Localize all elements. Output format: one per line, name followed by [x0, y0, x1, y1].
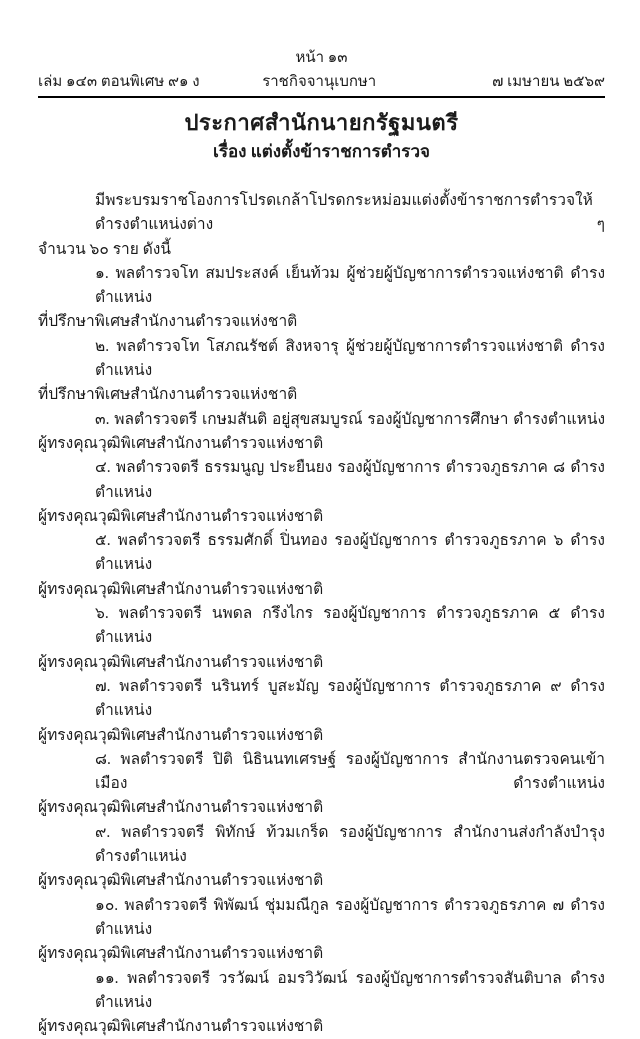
- item-position: ผู้ทรงคุณวุฒิพิเศษสำนักงานตำรวจแห่งชาติ: [38, 508, 323, 525]
- header-rule: [38, 96, 605, 98]
- appointment-line-1: [38, 821, 605, 870]
- appointment-line-1: [38, 675, 605, 724]
- item-text: พลตำรวจตรี เกษมสันติ อยู่สุขสมบูรณ์ รองผู้บัญชาการศึกษา ดำรงตำแหน่ง: [114, 411, 605, 428]
- volume-info: เล่ม ๑๔๓ ตอนพิเศษ ๙๑ ง: [38, 71, 200, 93]
- appointment-item: [38, 967, 605, 1039]
- appointment-line-1: [38, 602, 605, 651]
- appointment-item: [38, 408, 605, 457]
- appointment-item: [38, 894, 605, 967]
- item-position: ผู้ทรงคุณวุฒิพิเศษสำนักงานตำรวจแห่งชาติ: [38, 1018, 323, 1035]
- item-text: พลตำรวจตรี พิทักษ์ ท้วมเกร็ด รองผู้บัญชาการ สำนักงานส่งกำลังบำรุง ดำรงตำแหน่ง: [95, 824, 605, 865]
- announcement-title: ประกาศสำนักนายกรัฐมนตรี: [38, 108, 605, 138]
- item-position: ที่ปรึกษาพิเศษสำนักงานตำรวจแห่งชาติ: [38, 386, 297, 403]
- item-text: พลตำรวจตรี ปิติ นิธินนทเศรษฐ์ รองผู้บัญชาการ สำนักงานตรวจคนเข้าเมือง ดำรงตำแหน่ง: [95, 751, 605, 792]
- gazette-name: ราชกิจจานุเบกษา: [262, 71, 376, 93]
- appointment-line-2: [38, 942, 605, 966]
- appointment-line-1: [38, 262, 605, 311]
- appointment-line-1: [38, 529, 605, 578]
- appointment-line-1: [38, 456, 605, 505]
- publication-date: ๗ เมษายน ๒๕๖๙: [492, 71, 605, 93]
- item-position: ผู้ทรงคุณวุฒิพิเศษสำนักงานตำรวจแห่งชาติ: [38, 435, 323, 452]
- item-position: ผู้ทรงคุณวุฒิพิเศษสำนักงานตำรวจแห่งชาติ: [38, 872, 323, 889]
- item-number: ๑.: [95, 265, 109, 282]
- item-position: ผู้ทรงคุณวุฒิพิเศษสำนักงานตำรวจแห่งชาติ: [38, 945, 323, 962]
- appointment-line-2: [38, 505, 605, 529]
- masthead: [38, 71, 605, 96]
- appointment-item: [38, 456, 605, 529]
- item-number: ๒.: [95, 338, 109, 355]
- item-number: ๘.: [95, 751, 111, 768]
- appointment-line-2: [38, 651, 605, 675]
- appointment-line-2: [38, 1015, 605, 1039]
- item-number: ๙.: [95, 824, 110, 841]
- item-position: ผู้ทรงคุณวุฒิพิเศษสำนักงานตำรวจแห่งชาติ: [38, 799, 323, 816]
- item-text: พลตำรวจตรี ธรรมนูญ ประยืนยง รองผู้บัญชาการ ตำรวจภูธรภาค ๘ ดำรงตำแหน่ง: [95, 459, 605, 500]
- appointment-line-1: [38, 967, 605, 1016]
- item-position: ผู้ทรงคุณวุฒิพิเศษสำนักงานตำรวจแห่งชาติ: [38, 581, 323, 598]
- appointment-line-2: [38, 578, 605, 602]
- page-number-label: หน้า ๑๓: [38, 48, 605, 68]
- intro-line-2: จำนวน ๖๐ ราย ดังนี้: [38, 238, 605, 262]
- item-number: ๓.: [95, 411, 109, 428]
- appointment-item: [38, 821, 605, 894]
- announcement-subject: เรื่อง แต่งตั้งข้าราชการตำรวจ: [38, 140, 605, 164]
- appointment-item: [38, 602, 605, 675]
- appointment-item: [38, 335, 605, 408]
- item-text: พลตำรวจตรี ธรรมศักดิ์ ปิ่นทอง รองผู้บัญชาการ ตำรวจภูธรภาค ๖ ดำรงตำแหน่ง: [95, 532, 605, 573]
- item-number: ๔.: [95, 459, 111, 476]
- appointment-line-1: [38, 335, 605, 384]
- appointment-line-1: [38, 894, 605, 943]
- appointment-line-2: [38, 869, 605, 893]
- item-text: พลตำรวจโท โสภณรัชต์ สิงหจารุ ผู้ช่วยผู้บัญชาการตำรวจแห่งชาติ ดำรงตำแหน่ง: [95, 338, 605, 379]
- item-position: ผู้ทรงคุณวุฒิพิเศษสำนักงานตำรวจแห่งชาติ: [38, 727, 323, 744]
- appointment-list: [38, 262, 605, 1039]
- item-text: พลตำรวจตรี พิพัฒน์ ชุ่มมณีกูล รองผู้บัญชาการ ตำรวจภูธรภาค ๗ ดำรงตำแหน่ง: [95, 897, 605, 938]
- appointment-line-2: [38, 796, 605, 820]
- appointment-line-1: [38, 408, 605, 432]
- item-text: พลตำรวจตรี วรวัฒน์ อมรวิวัฒน์ รองผู้บัญชาการตำรวจสันติบาล ดำรงตำแหน่ง: [95, 970, 605, 1011]
- item-number: ๑๐.: [95, 897, 118, 914]
- appointment-line-2: [38, 383, 605, 407]
- appointment-item: [38, 529, 605, 602]
- appointment-item: [38, 748, 605, 821]
- item-number: ๕.: [95, 532, 111, 549]
- item-number: ๖.: [95, 605, 109, 622]
- appointment-line-2: [38, 432, 605, 456]
- item-number: ๗.: [95, 678, 111, 695]
- item-text: พลตำรวจตรี นพดล กรึงไกร รองผู้บัญชาการ ตำรวจภูธรภาค ๕ ดำรงตำแหน่ง: [95, 605, 605, 646]
- item-number: ๑๑.: [95, 970, 119, 987]
- item-position: ที่ปรึกษาพิเศษสำนักงานตำรวจแห่งชาติ: [38, 313, 297, 330]
- appointment-line-2: [38, 310, 605, 334]
- appointment-item: [38, 675, 605, 748]
- announcement-body: [38, 189, 605, 1039]
- intro-line-1: มีพระบรมราชโองการโปรดเกล้าโปรดกระหม่อมแต่งตั้งข้าราชการตำรวจให้ดำรงตำแหน่งต่าง ๆ: [38, 189, 605, 238]
- item-text: พลตำรวจตรี นรินทร์ บูสะมัญ รองผู้บัญชาการ ตำรวจภูธรภาค ๙ ดำรงตำแหน่ง: [95, 678, 605, 719]
- item-position: ผู้ทรงคุณวุฒิพิเศษสำนักงานตำรวจแห่งชาติ: [38, 654, 323, 671]
- appointment-line-1: [38, 748, 605, 797]
- appointment-item: [38, 262, 605, 335]
- item-text: พลตำรวจโท สมประสงค์ เย็นท้วม ผู้ช่วยผู้บัญชาการตำรวจแห่งชาติ ดำรงตำแหน่ง: [95, 265, 605, 306]
- appointment-line-2: [38, 724, 605, 748]
